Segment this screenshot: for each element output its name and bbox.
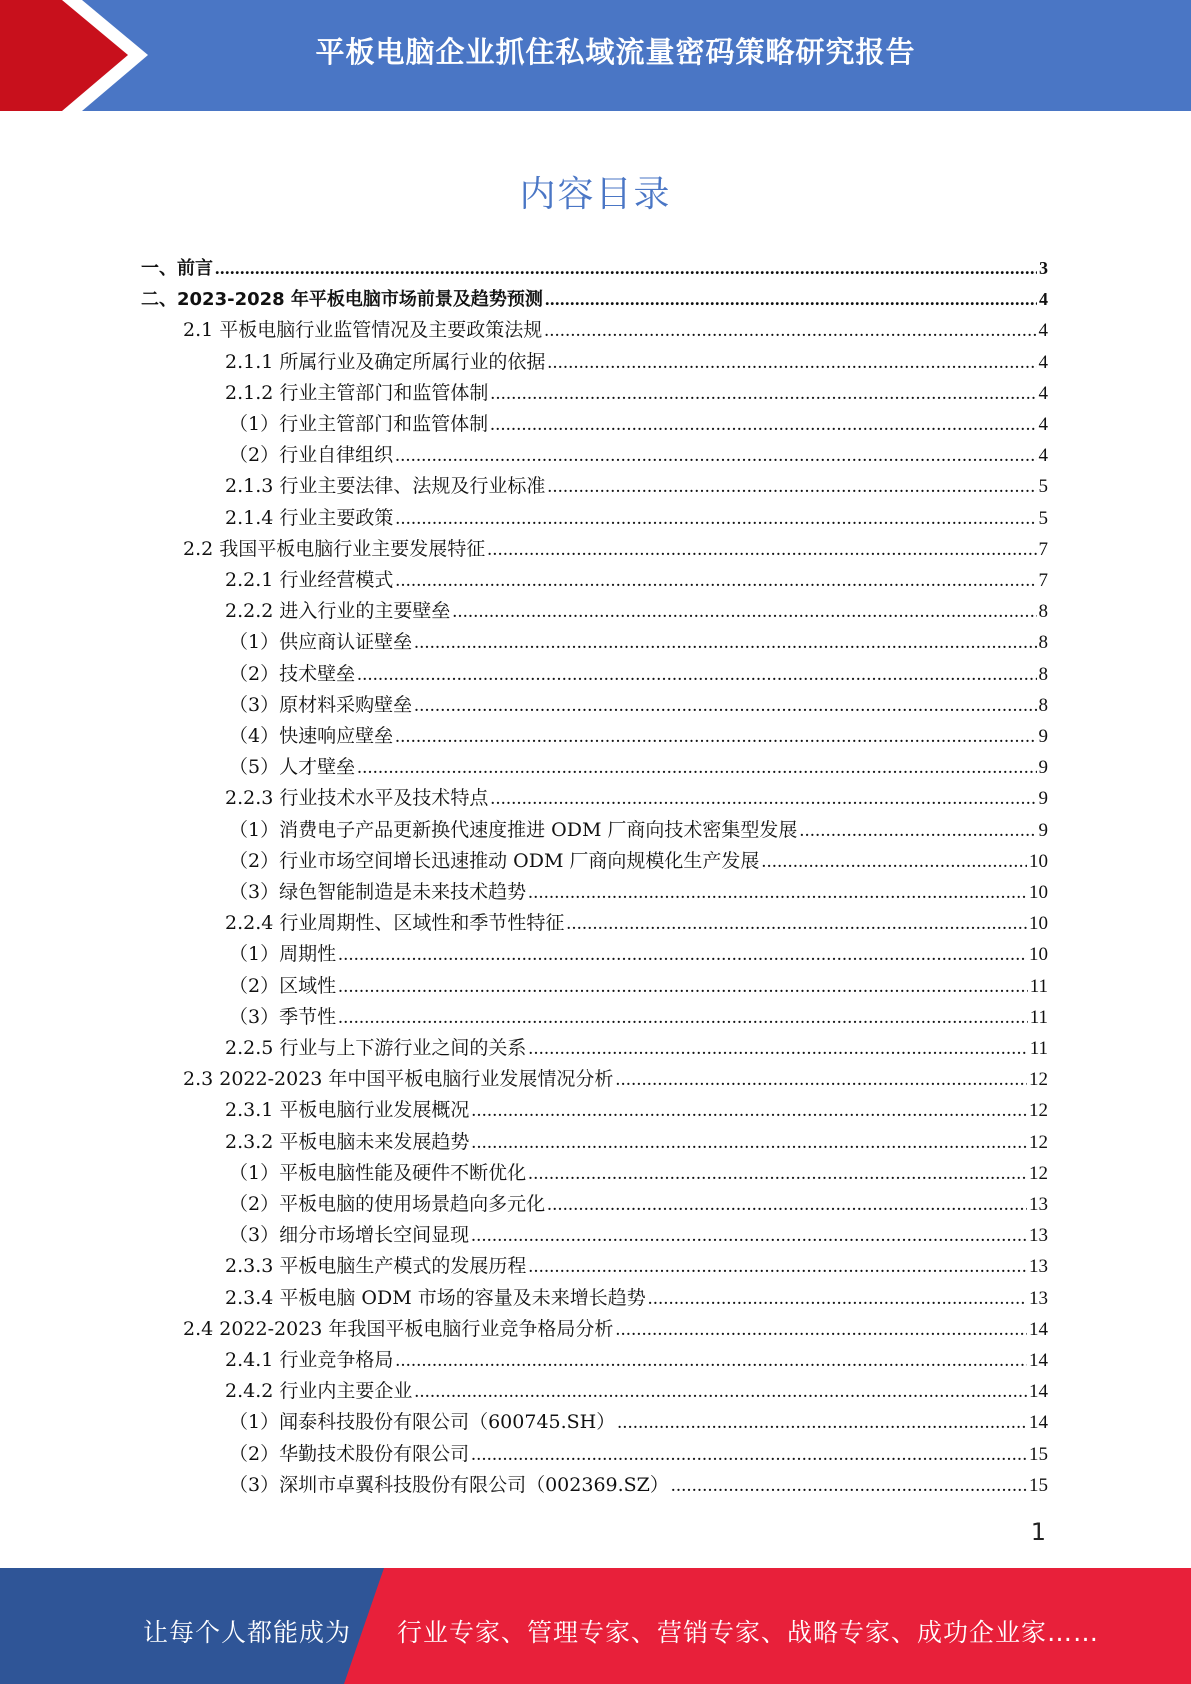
toc-leader-dots [338,972,1028,1002]
toc-entry-label: 2.1.3 行业主要法律、法规及行业标准 [225,475,546,498]
toc-leader-dots [414,1377,1027,1407]
toc-entry-label: 2.3.2 平板电脑未来发展趋势 [225,1130,470,1153]
toc-leader-dots [357,753,1036,783]
toc-entry-page: 5 [1038,507,1048,529]
toc-entry-page: 15 [1029,1474,1048,1496]
toc-leader-dots [490,379,1036,409]
toc-leader-dots [545,284,1037,314]
toc-leader-dots [338,1003,1028,1033]
toc-leader-dots [357,660,1036,690]
toc-entry-label: （3）深圳市卓翼科技股份有限公司（002369.SZ） [229,1473,669,1496]
toc-entry[interactable] [229,752,1048,782]
toc-heading: 内容目录 [519,174,672,215]
toc-leader-dots [338,940,1027,970]
toc-leader-dots [528,878,1027,908]
toc-entry-page: 12 [1029,1069,1048,1091]
toc-leader-dots [471,1440,1027,1470]
toc-leader-dots [528,1034,1027,1064]
toc-entry-page: 11 [1029,1006,1048,1028]
toc-entry[interactable] [141,284,1048,314]
toc-entry-page: 14 [1029,1318,1048,1340]
toc-leader-dots [471,1128,1027,1158]
toc-entry-label: （3）原材料采购壁垒 [229,693,413,716]
toc-entry-page: 12 [1029,1131,1048,1153]
toc-entry[interactable] [229,721,1048,751]
toc-entry-label: 2.2.3 行业技术水平及技术特点 [225,787,489,810]
toc-entry[interactable] [229,971,1048,1001]
toc-entry-page: 13 [1029,1194,1048,1215]
toc-entry-page: 4 [1039,289,1048,310]
toc-entry-page: 4 [1038,382,1048,404]
toc-entry-label: 2.3 2022-2023 年中国平板电脑行业发展情况分析 [183,1068,614,1091]
toc-leader-dots [215,253,1037,283]
toc-entry-page: 10 [1029,944,1048,966]
toc-entry-label: （3）细分市场增长空间显现 [229,1224,470,1247]
toc-entry-label: 2.2.5 行业与上下游行业之间的关系 [225,1037,527,1059]
toc-entry-page: 7 [1038,538,1048,560]
toc-entry-label: （5）人才壁垒 [229,756,356,779]
toc-entry[interactable] [225,378,1048,408]
toc-entry-label: （2）华勤技术股份有限公司 [229,1442,470,1465]
page-number: 1 [1030,1518,1046,1546]
toc-entry-page: 10 [1029,850,1048,872]
toc-entry[interactable] [225,503,1048,533]
toc-entry-label: 2.2.2 进入行业的主要壁垒 [225,600,451,623]
toc-entry-page: 9 [1038,819,1048,841]
toc-entry-page: 15 [1029,1443,1048,1465]
toc-leader-dots [544,316,1036,346]
toc-entry-label: （1）消费电子产品更新换代速度推进 ODM 厂商向技术密集型发展 [229,818,798,841]
toc-entry[interactable] [225,783,1048,813]
report-title: 平板电脑企业抓住私域流量密码策略研究报告 [315,35,916,69]
toc-entry-page: 12 [1029,1100,1048,1122]
toc-entry-label: （1）供应商认证壁垒 [229,631,413,654]
footer-banner [0,1568,1191,1684]
toc-leader-dots [395,504,1036,534]
toc-leader-dots [395,722,1036,752]
footer-slogan-right: 行业专家、管理专家、营销专家、战略专家、成功企业家…… [397,1618,1100,1647]
toc-entry-page: 7 [1038,570,1048,591]
toc-entry-page: 14 [1029,1381,1048,1403]
toc-entry-label: 2.4.1 行业竞争格局 [225,1349,394,1371]
toc-entry-page: 8 [1038,632,1048,654]
toc-entry-page: 8 [1038,694,1048,716]
toc-entry-label: 2.1 平板电脑行业监管情况及主要政策法规 [183,319,543,342]
toc-leader-dots [671,1471,1027,1501]
toc-entry[interactable] [225,596,1048,626]
toc-leader-dots [395,566,1036,596]
toc-entry-label: 2.2.4 行业周期性、区域性和季节性特征 [225,912,565,935]
toc-entry[interactable] [229,1002,1048,1032]
toc-entry-label: （2）行业自律组织 [229,444,394,467]
toc-leader-dots [471,1221,1027,1251]
toc-entry-page: 5 [1038,476,1048,498]
toc-entry[interactable] [225,1251,1048,1281]
toc-entry-label: 2.3.3 平板电脑生产模式的发展历程 [225,1255,527,1278]
toc-leader-dots [395,1346,1027,1376]
toc-entry-label: 一、前言 [141,258,213,279]
toc-leader-dots [487,535,1036,565]
toc-entry[interactable] [225,908,1048,938]
toc-entry-label: （2）平板电脑的使用场景趋向多元化 [229,1193,546,1215]
toc-entry-page: 13 [1029,1287,1048,1309]
toc-entry[interactable] [229,1407,1048,1437]
toc-leader-dots [615,1065,1027,1095]
toc-entry-label: 2.4.2 行业内主要企业 [225,1380,413,1403]
toc-entry-label: （2）区域性 [229,974,337,997]
header-banner [0,0,1191,111]
toc-leader-dots [761,847,1027,877]
toc-entry[interactable] [229,409,1048,439]
toc-entry-page: 11 [1029,1038,1048,1059]
toc-entry[interactable] [225,1127,1048,1157]
toc-entry-page: 10 [1029,913,1048,935]
footer-slogan-left: 让每个人都能成为 [143,1618,352,1647]
toc-entry[interactable] [225,1376,1048,1406]
toc-entry-label: 2.2.1 行业经营模式 [225,569,394,591]
toc-leader-dots [799,816,1036,846]
toc-entry[interactable] [225,1095,1048,1125]
toc-entry-page: 10 [1029,882,1048,903]
toc-entry-label: 2.3.1 平板电脑行业发展概况 [225,1099,470,1122]
toc-entry-page: 4 [1038,414,1048,435]
toc-leader-dots [414,691,1036,721]
toc-entry[interactable] [141,253,1048,283]
toc-entry[interactable] [225,1345,1048,1375]
toc-leader-dots [414,628,1036,658]
toc-entry-page: 4 [1038,351,1048,373]
toc-entry[interactable] [229,440,1048,470]
toc-leader-dots [547,348,1036,378]
toc-entry-label: 二、2023-2028 年平板电脑市场前景及趋势预测 [141,289,543,311]
toc-entry[interactable] [225,347,1048,377]
toc-entry-page: 3 [1039,258,1048,278]
toc-entry[interactable] [229,1439,1048,1469]
toc-entry[interactable] [225,471,1048,501]
toc-entry[interactable] [229,659,1048,689]
toc-entry[interactable] [229,1158,1048,1188]
toc-leader-dots [490,410,1036,440]
toc-entry[interactable] [229,939,1048,969]
toc-entry-label: 2.2 我国平板电脑行业主要发展特征 [183,537,486,560]
toc-entry-label: （2）技术壁垒 [229,662,356,685]
toc-entry-label: （1）行业主管部门和监管体制 [229,413,489,435]
toc-leader-dots [547,472,1036,502]
toc-entry-label: 2.1.1 所属行业及确定所属行业的依据 [225,350,546,373]
toc-entry-page: 9 [1038,788,1048,810]
toc-entry[interactable] [229,815,1048,845]
toc-entry-page: 8 [1038,663,1048,685]
toc-entry-label: 2.1.2 行业主管部门和监管体制 [225,381,489,404]
toc-leader-dots [471,1096,1027,1126]
toc-leader-dots [452,597,1036,627]
toc-leader-dots [528,1159,1027,1189]
toc-entry[interactable] [225,1033,1048,1063]
toc-entry-label: （1）周期性 [229,943,337,966]
toc-leader-dots [648,1284,1027,1314]
toc-entry-page: 4 [1038,320,1048,342]
toc-leader-dots [615,1315,1027,1345]
toc-entry[interactable] [183,1314,1048,1344]
toc-leader-dots [547,1190,1027,1220]
toc-entry[interactable] [229,1470,1048,1500]
toc-entry[interactable] [229,690,1048,720]
toc-entry[interactable] [229,627,1048,657]
toc-entry-page: 13 [1029,1225,1048,1247]
toc-entry-page: 12 [1029,1162,1048,1184]
toc-entry-page: 14 [1029,1350,1048,1371]
toc-entry-label: （3）季节性 [229,1005,337,1028]
toc-entry[interactable] [183,534,1048,564]
toc-entry-label: （3）绿色智能制造是未来技术趋势 [229,881,527,903]
toc-leader-dots [528,1252,1027,1282]
toc-entry-page: 9 [1038,757,1048,779]
toc-leader-dots [490,784,1036,814]
toc-entry-page: 4 [1038,445,1048,467]
toc-entry-page: 13 [1029,1256,1048,1278]
toc-entry-page: 8 [1038,601,1048,623]
toc-entry[interactable] [183,1064,1048,1094]
toc-entry-label: （2）行业市场空间增长迅速推动 ODM 厂商向规模化生产发展 [229,849,760,872]
toc-entry[interactable] [225,1283,1048,1313]
toc-entry-label: 2.1.4 行业主要政策 [225,506,394,529]
toc-entry-page: 11 [1029,975,1048,997]
toc-entry-page: 14 [1029,1412,1048,1434]
toc-entry-label: 2.3.4 平板电脑 ODM 市场的容量及未来增长趋势 [225,1286,646,1309]
toc-entry-label: （1）闻泰科技股份有限公司（600745.SH） [229,1411,616,1434]
toc-entry-label: （1）平板电脑性能及硬件不断优化 [229,1161,527,1184]
toc-entry[interactable] [229,1189,1048,1219]
toc-entry[interactable] [229,846,1048,876]
toc-entry[interactable] [229,1220,1048,1250]
toc-entry-label: （4）快速响应壁垒 [229,725,394,747]
toc-entry-label: 2.4 2022-2023 年我国平板电脑行业竞争格局分析 [183,1317,614,1340]
toc-leader-dots [617,1408,1027,1438]
toc-entry[interactable] [225,565,1048,595]
toc-leader-dots [395,441,1036,471]
toc-entry-page: 9 [1038,726,1048,747]
toc-leader-dots [566,909,1027,939]
toc-entry[interactable] [229,877,1048,907]
toc-entry[interactable] [183,315,1048,345]
